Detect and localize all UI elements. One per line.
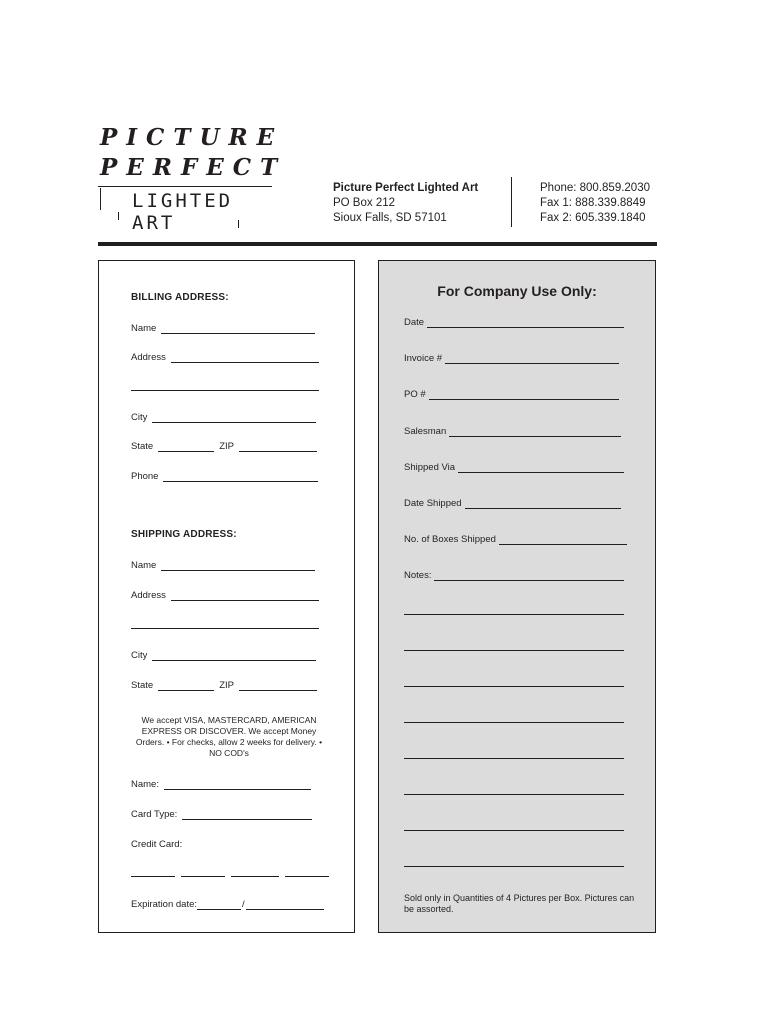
company-address-block <box>333 181 478 226</box>
shipping-name-line[interactable] <box>161 560 315 571</box>
cu-date-shipped-label: Date Shipped <box>404 498 462 509</box>
cu-date-line[interactable] <box>427 317 624 328</box>
cu-salesman-label: Salesman <box>404 426 447 437</box>
expiration-month-line[interactable] <box>197 899 241 910</box>
customer-panel <box>98 260 355 933</box>
billing-address-label: Address <box>131 352 166 363</box>
cu-salesman-field[interactable] <box>404 423 621 437</box>
expiration-slash: / <box>242 899 245 910</box>
company-fax-1: Fax 1: 888.339.8849 <box>540 197 646 209</box>
logo-tick-mid <box>118 212 119 220</box>
billing-city-label: City <box>131 412 148 423</box>
shipping-state-label: State <box>131 680 154 691</box>
company-fax-2: Fax 2: 605.339.1840 <box>540 212 646 224</box>
logo-line-1: PICTURE <box>100 124 284 151</box>
card-number-group-1[interactable] <box>131 876 175 877</box>
header-divider <box>511 177 512 227</box>
logo-tick-right <box>238 220 239 228</box>
expiration-field[interactable] <box>131 896 324 910</box>
company-phone: Phone: 800.859.2030 <box>540 182 650 194</box>
cu-notes-label: Notes: <box>404 570 432 581</box>
billing-state-line[interactable] <box>158 441 214 452</box>
cu-notes-line-5[interactable] <box>404 722 624 723</box>
card-number-group-4[interactable] <box>285 876 329 877</box>
card-type-field[interactable] <box>131 806 312 820</box>
cu-boxes-label: No. of Boxes Shipped <box>404 534 496 545</box>
card-number-group-3[interactable] <box>231 876 279 877</box>
cu-shipped-via-field[interactable] <box>404 459 624 473</box>
cu-date-label: Date <box>404 317 425 328</box>
shipping-address-line[interactable] <box>171 590 319 601</box>
shipping-address-line-2[interactable] <box>131 628 319 629</box>
billing-state-label: State <box>131 441 154 452</box>
logo-tick-left <box>100 188 101 210</box>
billing-phone-line[interactable] <box>163 471 318 482</box>
card-name-line[interactable] <box>164 779 311 790</box>
card-type-line[interactable] <box>182 809 312 820</box>
company-city: Sioux Falls, SD 57101 <box>333 212 447 224</box>
cu-po-field[interactable] <box>404 386 619 400</box>
cu-salesman-line[interactable] <box>449 426 621 437</box>
cu-notes-line-4[interactable] <box>404 686 624 687</box>
header-rule <box>98 242 657 246</box>
cu-invoice-line[interactable] <box>445 353 619 364</box>
cu-notes-line-3[interactable] <box>404 650 624 651</box>
cu-notes-line-9[interactable] <box>404 866 624 867</box>
card-name-field[interactable] <box>131 776 311 790</box>
shipping-state-line[interactable] <box>158 680 214 691</box>
billing-name-label: Name <box>131 323 157 334</box>
cu-notes-line-8[interactable] <box>404 830 624 831</box>
cu-notes-line[interactable] <box>434 570 624 581</box>
expiration-year-line[interactable] <box>246 899 324 910</box>
company-logo <box>98 122 287 234</box>
expiration-label: Expiration date: <box>131 899 198 910</box>
cu-po-line[interactable] <box>429 389 619 400</box>
shipping-city-field[interactable] <box>131 647 316 661</box>
billing-name-field[interactable] <box>131 320 315 334</box>
billing-zip-label: ZIP <box>219 441 234 452</box>
cu-notes-line-6[interactable] <box>404 758 624 759</box>
cu-boxes-field[interactable] <box>404 531 627 545</box>
billing-address-line[interactable] <box>171 352 319 363</box>
billing-address-field[interactable] <box>131 349 319 363</box>
logo-rule <box>98 186 272 187</box>
shipping-name-field[interactable] <box>131 557 315 571</box>
cu-notes-field[interactable] <box>404 567 624 581</box>
cu-invoice-label: Invoice # <box>404 353 443 364</box>
billing-name-line[interactable] <box>161 323 315 334</box>
shipping-address-label: Address <box>131 590 166 601</box>
cu-po-label: PO # <box>404 389 426 400</box>
credit-card-field <box>131 836 187 850</box>
billing-zip-line[interactable] <box>239 441 317 452</box>
cu-boxes-line[interactable] <box>499 534 627 545</box>
shipping-zip-line[interactable] <box>239 680 317 691</box>
cu-notes-line-7[interactable] <box>404 794 624 795</box>
shipping-city-line[interactable] <box>152 650 316 661</box>
shipping-title: SHIPPING ADDRESS: <box>131 529 237 540</box>
shipping-city-label: City <box>131 650 148 661</box>
logo-subtitle: LIGHTED ART <box>132 190 234 234</box>
shipping-address-field[interactable] <box>131 587 319 601</box>
cu-invoice-field[interactable] <box>404 350 619 364</box>
card-type-label: Card Type: <box>131 809 178 820</box>
credit-card-label: Credit Card: <box>131 839 183 850</box>
company-po-box: PO Box 212 <box>333 197 396 209</box>
billing-city-field[interactable] <box>131 409 316 423</box>
company-contact-block <box>540 181 650 226</box>
shipping-state-zip-field[interactable] <box>131 677 317 691</box>
shipping-name-label: Name <box>131 560 157 571</box>
cu-date-field[interactable] <box>404 314 624 328</box>
company-name: Picture Perfect Lighted Art <box>333 182 479 194</box>
shipping-zip-label: ZIP <box>219 680 234 691</box>
billing-phone-label: Phone <box>131 471 159 482</box>
card-name-label: Name: <box>131 779 159 790</box>
billing-phone-field[interactable] <box>131 468 318 482</box>
billing-state-zip-field[interactable] <box>131 438 317 452</box>
card-number-group-2[interactable] <box>181 876 225 877</box>
quantity-note: Sold only in Quantities of 4 Pictures per Box. Pictures can be assorted. <box>404 893 635 914</box>
cu-date-shipped-line[interactable] <box>465 498 621 509</box>
billing-address-line-2[interactable] <box>131 390 319 391</box>
cu-date-shipped-field[interactable] <box>404 495 621 509</box>
billing-title: BILLING ADDRESS: <box>131 292 229 303</box>
logo-line-2: PERFECT <box>100 154 287 181</box>
company-use-title: For Company Use Only: <box>437 283 597 299</box>
cu-shipped-via-line[interactable] <box>458 462 624 473</box>
company-use-panel <box>378 260 656 933</box>
billing-city-line[interactable] <box>152 412 316 423</box>
cu-notes-line-2[interactable] <box>404 614 624 615</box>
cu-shipped-via-label: Shipped Via <box>404 462 456 473</box>
payment-accept-note: We accept VISA, MASTERCARD, AMERICAN EXPRESS OR DISCOVER. We accept Money Orders. • For checks, allow 2 weeks for delivery. • NO COD's <box>135 715 323 758</box>
